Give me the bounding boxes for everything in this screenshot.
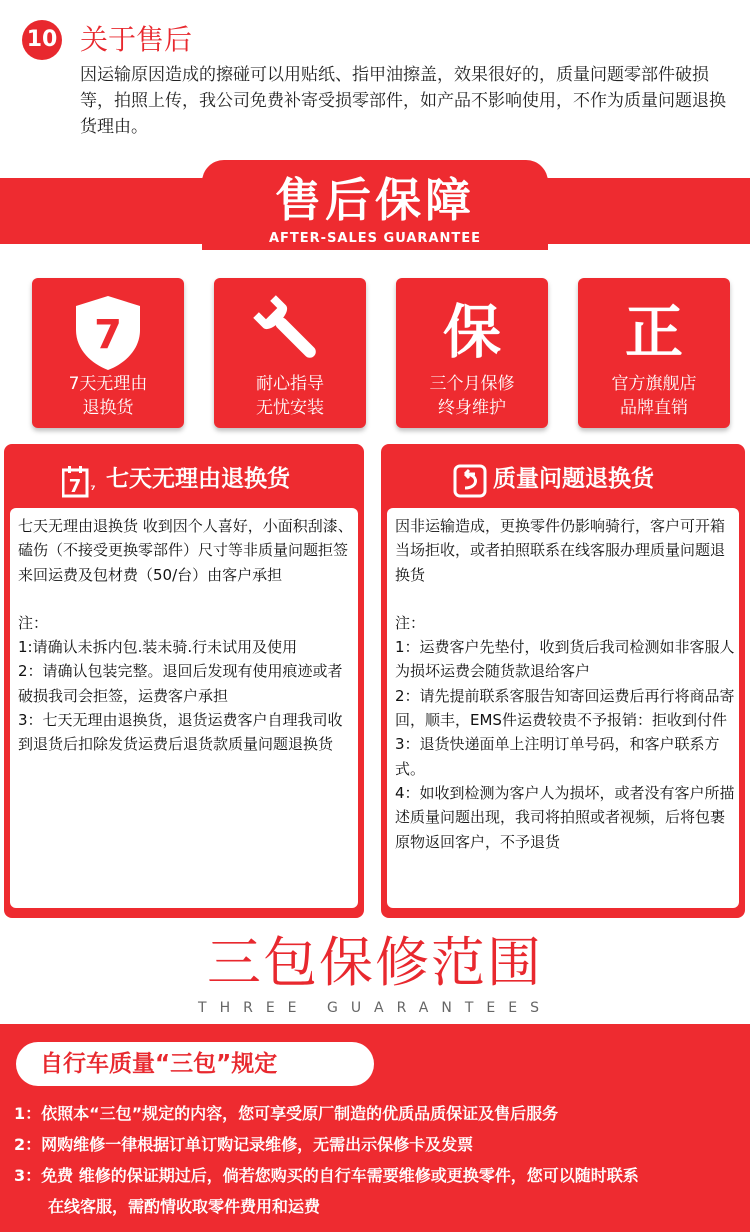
svg-text:7: 7 xyxy=(68,476,82,497)
note-item: 3：退货快递面单上注明订单号码，和客户联系方式。 xyxy=(395,735,720,778)
three-guarantees-subtitle: THREE GUARANTEES xyxy=(198,1000,552,1016)
notes-label: 注： xyxy=(18,613,49,632)
three-guarantees-title: 三包保修范围 xyxy=(207,931,543,994)
feature-label-line1: 耐心指导 xyxy=(256,374,324,394)
feature-card-warranty xyxy=(396,278,548,428)
calendar-7-icon xyxy=(62,466,100,502)
feature-label-line2: 终身维护 xyxy=(438,398,506,418)
rules-item: 2：网购维修一律根据订单订购记录维修，无需出示保修卡及发票 xyxy=(14,1135,474,1154)
banner-title: 售后保障 xyxy=(275,173,475,227)
panel-body xyxy=(10,508,358,908)
note-item: 1:请确认未拆内包.装未骑.行未试用及使用 xyxy=(18,638,298,657)
rules-item: 1：依照本“三包”规定的内容，您可享受原厂制造的优质品质保证及售后服务 xyxy=(14,1104,559,1123)
feature-label-line2: 无忧安装 xyxy=(256,398,324,418)
feature-label-line1: 官方旗舰店 xyxy=(611,374,697,394)
banner-subtitle: AFTER-SALES GUARANTEE xyxy=(268,231,482,246)
feature-card-7day xyxy=(32,278,184,428)
return-arrow-icon xyxy=(453,464,487,502)
svg-text:⁷: ⁷ xyxy=(90,483,96,497)
rules-item: 3：免费 维修的保证期过后，倘若您购买的自行车需要维修或更换零件，您可以随时联系 xyxy=(14,1166,639,1185)
note-item: 2：请确认包装完整。退回后发现有使用痕迹或者破损我司会拒签，运费客户承担 xyxy=(18,662,343,705)
notes-label: 注： xyxy=(395,613,426,632)
note-item: 2：请先提前联系客服告知寄回运费后再行将商品寄回，顺丰，EMS件运费较贵不予报销：拒收到付件 xyxy=(395,686,735,730)
zheng-glyph-icon: 正 xyxy=(624,298,683,366)
panel-title: 七天无理由退换货 xyxy=(106,466,290,492)
rules-list xyxy=(14,1098,742,1222)
svg-text:7: 7 xyxy=(94,312,122,358)
panel-intro: 因非运输造成，更换零件仍影响骑行，客户可开箱当场拒收，或者拍照联系在线客服办理质量问题退换货 xyxy=(395,517,726,584)
section-body-text: 因运输原因造成的擦碰可以用贴纸、指甲油擦盖，效果很好的，质量问题零部件破损等，拍照上传，我公司免费补寄受损零部件，如产品不影响使用，不作为质量问题退换货理由。 xyxy=(80,65,726,137)
rules-item: 在线客服，需酌情收取零件费用和运费 xyxy=(48,1197,321,1216)
feature-label-line1: 7天无理由 xyxy=(68,374,148,394)
note-item: 1：运费客户先垫付，收到货后我司检测如非客服人为损坏运费会随货款退给客户 xyxy=(395,638,735,681)
panel-title: 质量问题退换货 xyxy=(493,466,654,492)
wrench-icon xyxy=(214,292,366,372)
feature-label-line1: 三个月保修 xyxy=(429,374,515,394)
feature-card-install xyxy=(214,278,366,428)
feature-card-official xyxy=(578,278,730,428)
feature-label-line2: 品牌直销 xyxy=(620,398,688,418)
panel-seven-day-return xyxy=(4,444,364,918)
panel-body xyxy=(387,508,739,908)
note-item: 4：如收到检测为客户人为损坏，或者没有客户所描述质量问题出现，我司将拍照或者视频，后将包裹原物返回客户，不予退货 xyxy=(395,783,735,851)
panel-intro: 七天无理由退换货 收到因个人喜好，小面积刮漆、磕伤（不接受更换零部件）尺寸等非质量问题拒签来回运费及包材费（50/台）由客户承担 xyxy=(18,517,353,584)
section-title: 关于售后 xyxy=(80,23,193,56)
panel-quality-return xyxy=(381,444,745,918)
feature-label-line2: 退换货 xyxy=(82,398,134,418)
bao-glyph-icon: 保 xyxy=(442,298,501,366)
section-number-badge: 10 xyxy=(22,20,62,60)
note-item: 3：七天无理由退换货，退货运费客户自理我司收到退货后扣除发货运费后退货款质量问题退换货 xyxy=(18,711,343,754)
shield-7-icon xyxy=(32,292,184,372)
rules-pill-label: 自行车质量“三包”规定 xyxy=(40,1051,278,1077)
